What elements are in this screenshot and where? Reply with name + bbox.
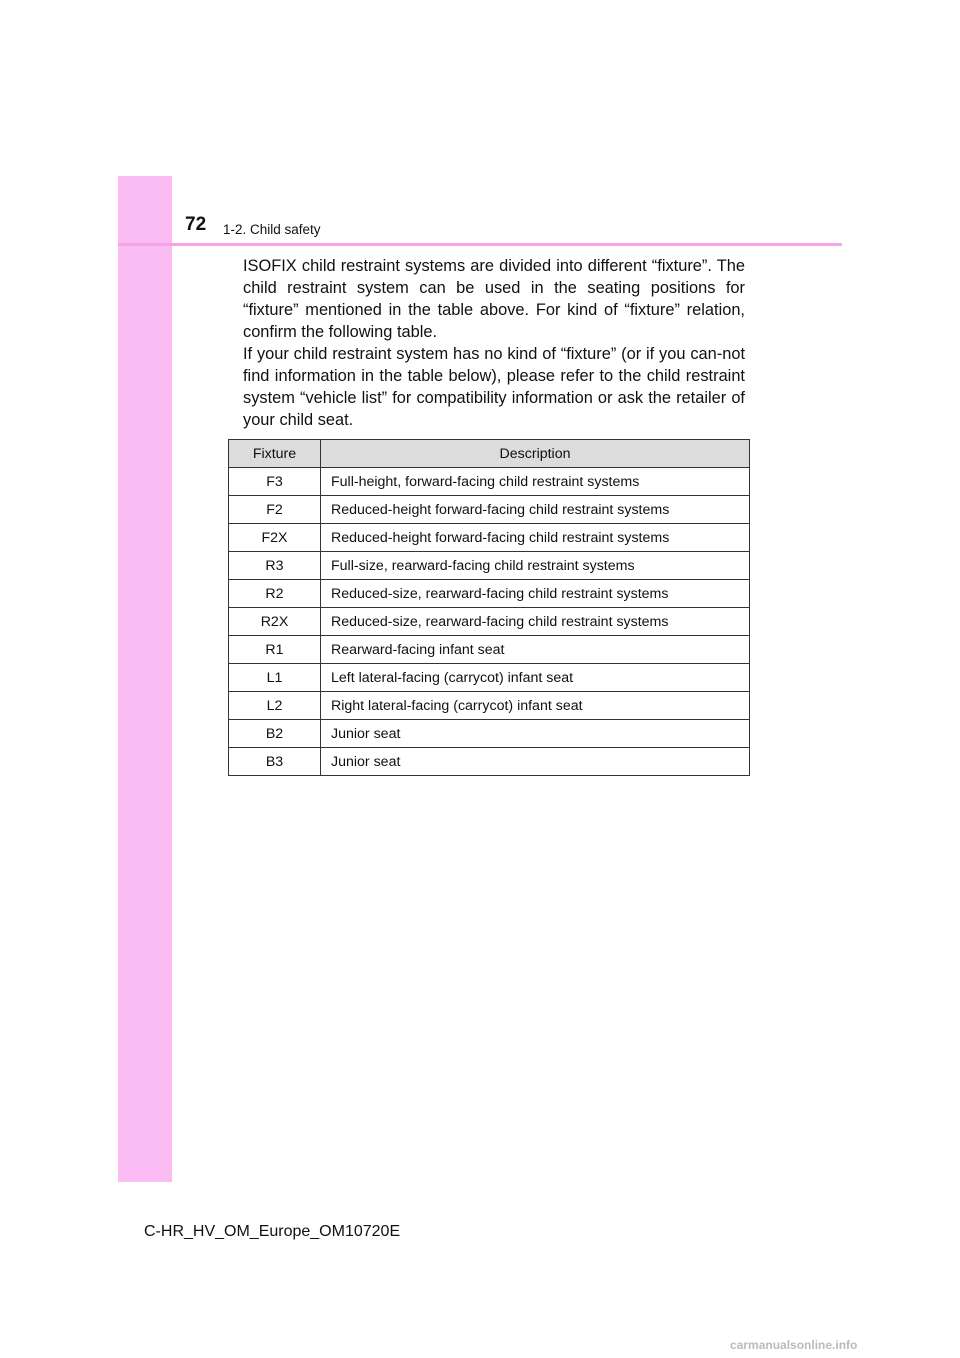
fixture-description: Reduced-size, rearward-facing child restraint systems (321, 608, 750, 636)
fixture-description: Full-size, rearward-facing child restraint systems (321, 552, 750, 580)
table-row (229, 552, 750, 580)
paragraph-no-fixture: If your child restraint system has no kind of “fixture” (or if you can-not find information in the table below), please refer to the child restraint system “vehicle list” for compatibility information or ask the retailer of your child seat. (243, 345, 745, 429)
paragraph-fixture-intro: ISOFIX child restraint systems are divided into different “fixture”. The child restraint system can be used in the seating positions for “fixture” mentioned in the table above. For kind of “fixture” relation, confirm the following table. (243, 257, 745, 341)
column-header-description: Description (321, 440, 750, 468)
fixture-description: Rearward-facing infant seat (321, 636, 750, 664)
fixture-description: Left lateral-facing (carrycot) infant seat (321, 664, 750, 692)
table-row (229, 748, 750, 776)
table-row (229, 664, 750, 692)
fixture-code: L2 (229, 692, 321, 720)
fixture-code: R2 (229, 580, 321, 608)
fixture-code: R3 (229, 552, 321, 580)
fixture-code: B2 (229, 720, 321, 748)
table-row (229, 524, 750, 552)
watermark-text: carmanualsonline.info (730, 1338, 858, 1352)
fixture-code: F2X (229, 524, 321, 552)
table-row (229, 608, 750, 636)
fixture-description: Reduced-height forward-facing child restraint systems (321, 496, 750, 524)
fixture-description: Junior seat (321, 748, 750, 776)
fixture-code: F3 (229, 468, 321, 496)
table-row (229, 496, 750, 524)
body-text (243, 255, 745, 431)
fixture-description: Reduced-size, rearward-facing child restraint systems (321, 580, 750, 608)
table-row (229, 580, 750, 608)
fixture-description: Full-height, forward-facing child restraint systems (321, 468, 750, 496)
fixture-code: F2 (229, 496, 321, 524)
column-header-fixture: Fixture (229, 440, 321, 468)
table-row (229, 692, 750, 720)
fixture-code: R2X (229, 608, 321, 636)
table-row (229, 636, 750, 664)
fixture-code: B3 (229, 748, 321, 776)
fixture-description: Junior seat (321, 720, 750, 748)
fixture-code: L1 (229, 664, 321, 692)
header-divider (118, 243, 842, 246)
document-code: C-HR_HV_OM_Europe_OM10720E (144, 1223, 401, 1240)
table-row (229, 468, 750, 496)
side-tab-bar (118, 176, 172, 1182)
table-row (229, 720, 750, 748)
fixture-table (228, 439, 750, 776)
fixture-description: Reduced-height forward-facing child restraint systems (321, 524, 750, 552)
page-number: 72 (185, 214, 207, 235)
section-title: 1-2. Child safety (223, 222, 321, 237)
table-header-row (229, 440, 750, 468)
fixture-code: R1 (229, 636, 321, 664)
fixture-description: Right lateral-facing (carrycot) infant seat (321, 692, 750, 720)
